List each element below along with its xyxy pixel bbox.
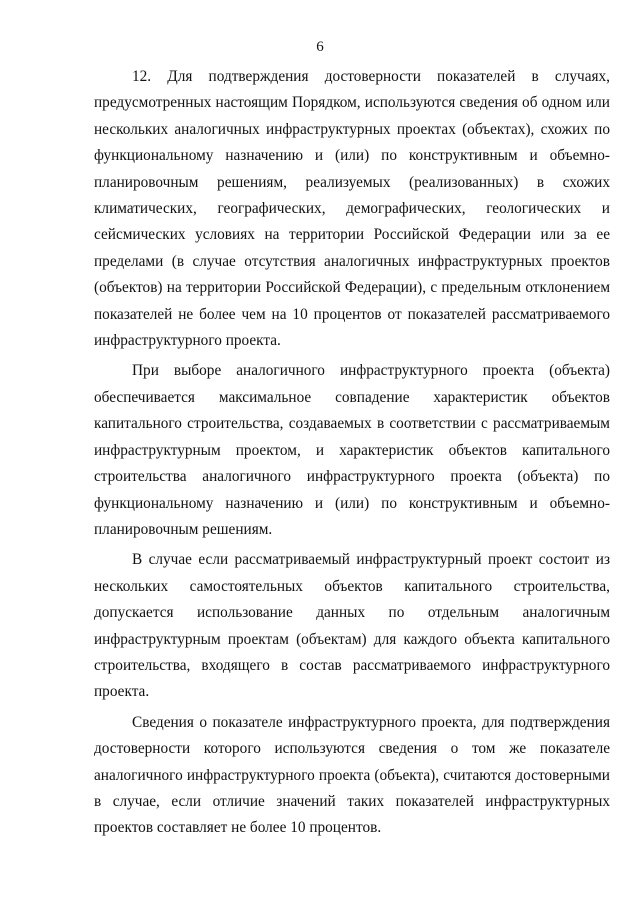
page-number: 6 [316, 39, 324, 55]
paragraph-multiple-objects: В случае если рассматриваемый инфраструктурный проект состоит из нескольких самостоятельных объектов капитального строительства, допускается использование данных по отдельным аналогичным инфраструктурным проектам (объектам) для каждого объекта капитального строительства, входящего в состав рассматриваемого инфраструктурного проекта. [94, 551, 610, 701]
paragraph-analog-selection: При выборе аналогичного инфраструктурного проекта (объекта) обеспечивается максимальное совпадение характеристик объектов капитального строительства, создаваемых в соответствии с рассматриваемым инфраструктурным проектом, и характеристик объектов капитального строительства аналогичного инфраструктурного проекта (объекта) по функциональному назначению и (или) по конструктивным и объемно-планировочным решениям. [94, 362, 610, 538]
document-body [94, 64, 610, 842]
paragraph-reliability-criterion: Сведения о показателе инфраструктурного проекта, для подтверждения достоверности которого используются сведения о том же показателе аналогичного инфраструктурного проекта (объекта), считаются достоверными в случае, если отличие значений таких показателей инфраструктурных проектов составляет не более 10 процентов. [94, 713, 610, 837]
paragraph-12-source-data: 12. Для подтверждения достоверности показателей в случаях, предусмотренных настоящим Порядком, используются сведения об одном или нескольких аналогичных инфраструктурных проектах (объектах), схожих по функциональному назначению и (или) по конструктивным и объемно-планировочным решениям, реализуемых (реализованных) в схожих климатических, географических, демографических, геологических и сейсмических условиях на территории Российской Федерации или за ее пределами (в случае отсутствия аналогичных инфраструктурных проектов (объектов) на территории Российской Федерации), с предельным отклонением показателей не более чем на 10 процентов от показателей рассматриваемого инфраструктурного проекта. [94, 68, 610, 350]
